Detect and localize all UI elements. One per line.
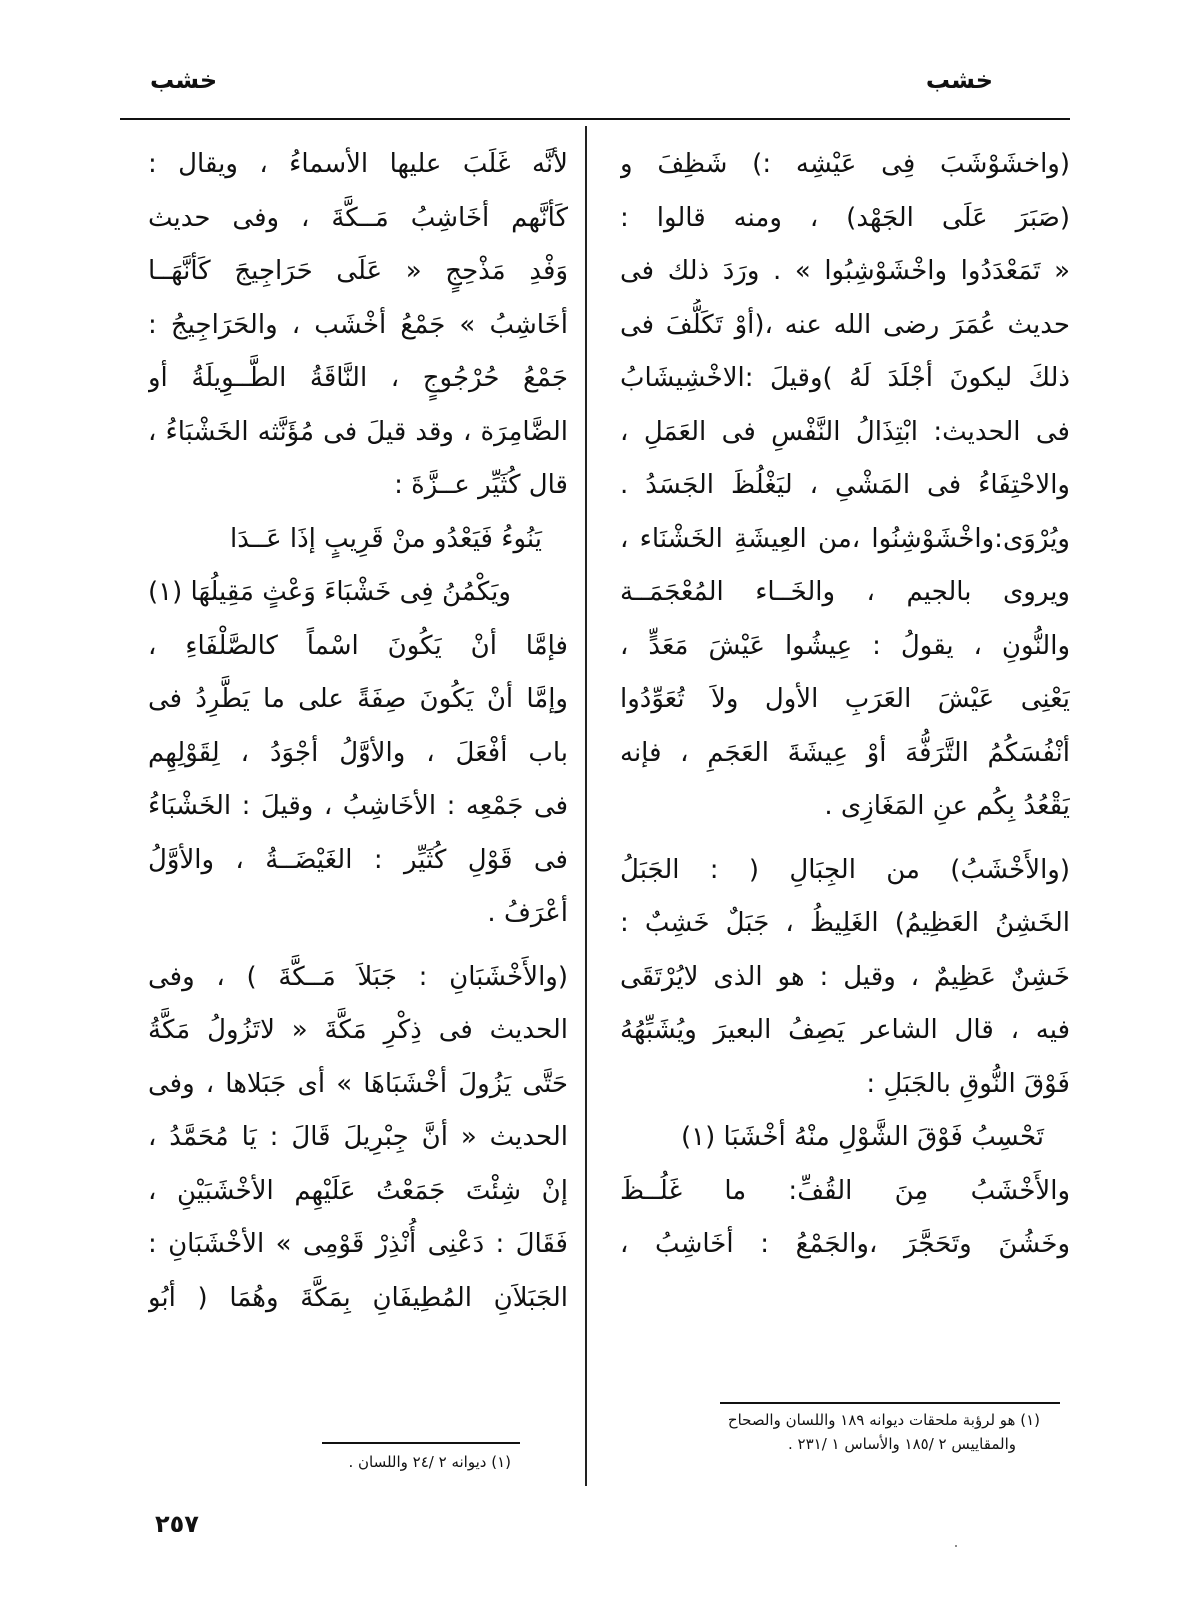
text-line: جَمْعُ حُرْجُوجٍ ، النَّاقَةُ الطَّــوِيلَةُ أو — [148, 363, 568, 393]
print-speck — [955, 1545, 957, 1547]
text-line: أعْرَفُ . — [487, 898, 568, 928]
text-line: ويُرْوَى:واخْشَوْشِنُوا ،من العِيشَةِ الخَشْنَاء ، — [620, 523, 1070, 554]
footnote-left — [348, 1450, 511, 1474]
text-line: (والأَخْشَبَانِ : جَبَلاَ مَــكَّةَ ) ، وفى — [148, 961, 568, 992]
text-line: فَقَالَ : دَعْنِى أُنْذِرْ قَوْمِى » الأخْشَبَانِ : — [148, 1229, 568, 1259]
footnote-rule-right — [720, 1402, 1060, 1404]
text-line: فى جَمْعِه : الأخَاشِبُ ، وقيلَ : الخَشْبَاءُ — [148, 791, 568, 821]
text-line: والاحْتِفَاءُ فى المَشْىِ ، ليَغْلُظَ الجَسَدُ . — [620, 470, 1070, 500]
text-line: والأَخْشَبُ مِنَ القُفِّ: ما غَلُــظَ — [620, 1175, 1070, 1206]
text-line: (صَبَرَ عَلَى الجَهْد) ، ومنه قالوا : — [620, 202, 1070, 233]
text-line: ويروى بالجيم ، والخَــاء المُعْجَمَــة — [620, 577, 1070, 607]
footnote-line: (١) ديوانه ٢ /٢٤ واللسان . — [348, 1453, 511, 1471]
verse-line: ويَكْمُنُ فِى خَشْبَاءَ وَعْثٍ مَقِيلُهَا (١) — [148, 577, 511, 607]
text-line: فإمَّا أنْ يَكُونَ اسْماً كالصَّلْفَاءِ ، — [148, 630, 568, 661]
text-line: يَقْعُدُ بِكُم عنِ المَغَازِى . — [824, 791, 1070, 821]
footnote-line: والمقاييس ٢ /١٨٥ والأساس ١ /٢٣١ . — [787, 1435, 1016, 1453]
text-line: يَعْنِى عَيْشَ العَرَبِ الأول ولاَ تُعَوِّدُوا — [620, 684, 1070, 714]
text-line: قال كُثَيِّر عــزَّةَ : — [394, 470, 568, 500]
text-line: « تَمَعْدَدُوا واخْشَوْشِبُوا » . ورَدَ ذلك فى — [620, 256, 1070, 286]
text-line: (والأَخْشَبُ) من الجِبَالِ ( : الجَبَلُ — [620, 854, 1070, 885]
text-line: وإمَّا أنْ يَكُونَ صِفَةً على ما يَطَّرِدُ فى — [148, 684, 568, 714]
text-line: فيه ، قال الشاعر يَصِفُ البعيرَ ويُشَبِّهُهُ — [620, 1015, 1070, 1045]
text-line: إنْ شِئْتَ جَمَعْتُ عَلَيْهِم الأخْشَبَيْنِ ، — [148, 1175, 568, 1206]
footnote-right — [728, 1408, 1040, 1456]
text-line: الخَشِنُ العَظِيمُ) الغَلِيظُ ، جَبَلٌ خَشِبٌ : — [620, 908, 1070, 938]
text-line: الحديث « أنَّ جِبْرِيلَ قَالَ : يَا مُحَمَّدُ ، — [148, 1122, 568, 1152]
text-line: باب أفْعَلَ ، والأوَّلُ أجْوَدُ ، لِقَوْلِهِم — [148, 737, 568, 768]
footnote-rule-left — [322, 1442, 520, 1444]
running-header-left: خشب — [150, 66, 218, 94]
text-line: (واخشَوْشَبَ فِى عَيْشِه :) شَظِفَ و — [620, 149, 1070, 179]
paragraph-gap — [148, 941, 568, 951]
text-line: وَفْدِ مَذْحِجٍ « عَلَى حَرَاجِيجَ كَأنَّهَــا — [148, 256, 568, 286]
text-line: لأنَّه غَلَبَ عليها الأسماءُ ، ويقال : — [148, 149, 568, 179]
text-line: الحديث فى ذِكْرِ مَكَّةَ « لاتَزُولُ مَكَّةُ — [148, 1015, 568, 1045]
text-line: حديث عُمَرَ رضى الله عنه ،(أوْ تَكَلُّفَ فى — [620, 309, 1070, 340]
verse-line: تَحْسِبُ فَوْقَ الشَّوْلِ منْهُ أخْشَبَا (١) — [680, 1122, 1044, 1152]
column-divider — [585, 126, 587, 1486]
text-line: فى قَوْلِ كُثَيِّر : الغَيْضَــةُ ، والأوَّلُ — [148, 844, 568, 875]
text-line: كَأنَّهم أخَاشِبُ مَــكَّةَ ، وفى حديث — [148, 202, 568, 233]
header-rule — [120, 118, 1070, 120]
verse-line: يَنُوءُ فَيَعْدُو منْ قَرِيبٍ إذَا عَــدَا — [230, 523, 542, 554]
running-header-right: خشب — [925, 66, 993, 94]
text-line: الجَبَلاَنِ المُطِيفَانِ بِمَكَّةَ وهُمَا ( أبُو — [148, 1282, 568, 1313]
page-number: ٢٥٧ — [155, 1510, 199, 1538]
text-line: فَوْقَ النُّوقِ بالجَبَلِ : — [866, 1068, 1070, 1099]
paragraph-gap — [620, 834, 1070, 844]
text-line: فى الحديث: ابْتِذَالُ النَّفْسِ فى العَمَلِ ، — [620, 416, 1070, 447]
right-column — [620, 138, 1070, 1272]
footnote-line: (١) هو لرؤبة ملحقات ديوانه ١٨٩ واللسان والصحاح — [727, 1411, 1040, 1429]
text-line: حَتَّى يَزُولَ أخْشَبَاهَا » أى جَبَلاها ، وفى — [148, 1068, 568, 1099]
left-column — [148, 138, 568, 1325]
text-line: خَشِنٌ عَظِيمٌ ، وقيل : هو الذى لايُرْتَقَى — [620, 961, 1070, 992]
text-line: ذلكَ ليكونَ أجْلَدَ لَهُ )وقيلَ :الاخْشِيشَابُ — [620, 363, 1070, 393]
text-line: أنْفُسَكُمُ التَّرَفُّهَ أوْ عِيشَةَ العَجَمِ ، فإنه — [620, 737, 1070, 768]
text-line: أخَاشِبُ » جَمْعُ أخْشَب ، والحَرَاجِيجُ : — [148, 309, 568, 340]
text-line: وخَشُنَ وتَحَجَّرَ ،والجَمْعُ : أخَاشِبُ ، — [620, 1229, 1070, 1259]
text-line: والنُّونِ ، يقولُ : عِيشُوا عَيْشَ مَعَدٍّ ، — [620, 630, 1070, 661]
text-line: الضَّامِرَة ، وقد قيلَ فى مُؤَنَّثه الخَشْبَاءُ ، — [148, 416, 568, 447]
